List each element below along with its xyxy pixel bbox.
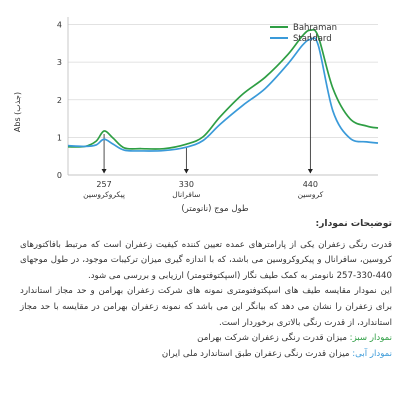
- annotation-name: پیکروکروسین: [83, 190, 125, 199]
- description-block: [20, 216, 392, 362]
- legend-label: Standard: [293, 34, 332, 44]
- description-paragraph-1: قدرت رنگی زعفران یکی از پارامترهای عمده تعیین کننده کیفیت زعفران است که مرتبط بافاکتورهای کروسین، سافرانال و پیکروکروسین می باشد، که با اندازه گیری میزان ترکیبات موجود، در طول موجهای 440-330-257 نانومتر به کمک طیف نگار (اسپکتوفتومتر) ارزیابی و بررسی می شود.: [20, 239, 392, 281]
- annotation-value: 330: [178, 180, 195, 189]
- series-lines: [68, 30, 378, 151]
- y-tick-label: 2: [56, 95, 62, 105]
- annotation-value: 257: [96, 180, 112, 189]
- blue-legend-label: نمودار آبی:: [352, 348, 392, 359]
- green-legend-line: [20, 331, 392, 347]
- blue-legend-line: [20, 347, 392, 363]
- annotation-name: سافرانال: [172, 190, 201, 199]
- y-axis-label: Abs (جذب): [13, 91, 22, 133]
- blue-legend-text: میزان قدرت رنگی زعفران طبق استاندارد ملی ایران: [161, 348, 350, 359]
- tick-labels: [57, 21, 62, 180]
- x-axis-label: طول موج (نانومتر): [181, 204, 249, 214]
- legend-label: Bahraman: [293, 23, 338, 33]
- green-legend-label: نمودار سبز:: [349, 333, 392, 344]
- y-tick-label: 3: [56, 58, 62, 68]
- annotation-arrow: [308, 169, 313, 174]
- annotation-value: 440: [302, 180, 319, 189]
- description-heading: توضیحات نمودار:: [315, 218, 392, 229]
- annotation-arrow: [184, 169, 189, 174]
- series-line: [68, 30, 378, 149]
- annotations-group: [83, 33, 323, 199]
- description-paragraph-2: این نمودار مقایسه طیف های اسپکتوفتومتری نمونه های شرکت زعفران بهرامن و حد مجاز استاندارد برای زعفران را نشان می دهد که بیانگر این می باشد که نمونه زعفران بهرامن در مقایسه با حد مجاز استاندارد، از قدرت رنگی بالاتری برخوردار است.: [20, 286, 392, 328]
- y-tick-label: 4: [56, 20, 62, 30]
- green-legend-text: میزان قدرت رنگی زعفران شرکت بهرامن: [197, 333, 347, 344]
- annotation-arrow: [102, 169, 107, 174]
- y-tick-label: 1: [56, 133, 62, 143]
- annotation-name: کروسین: [297, 190, 324, 199]
- series-line: [68, 38, 378, 151]
- y-tick-label: 0: [56, 171, 62, 180]
- legend: [270, 23, 337, 44]
